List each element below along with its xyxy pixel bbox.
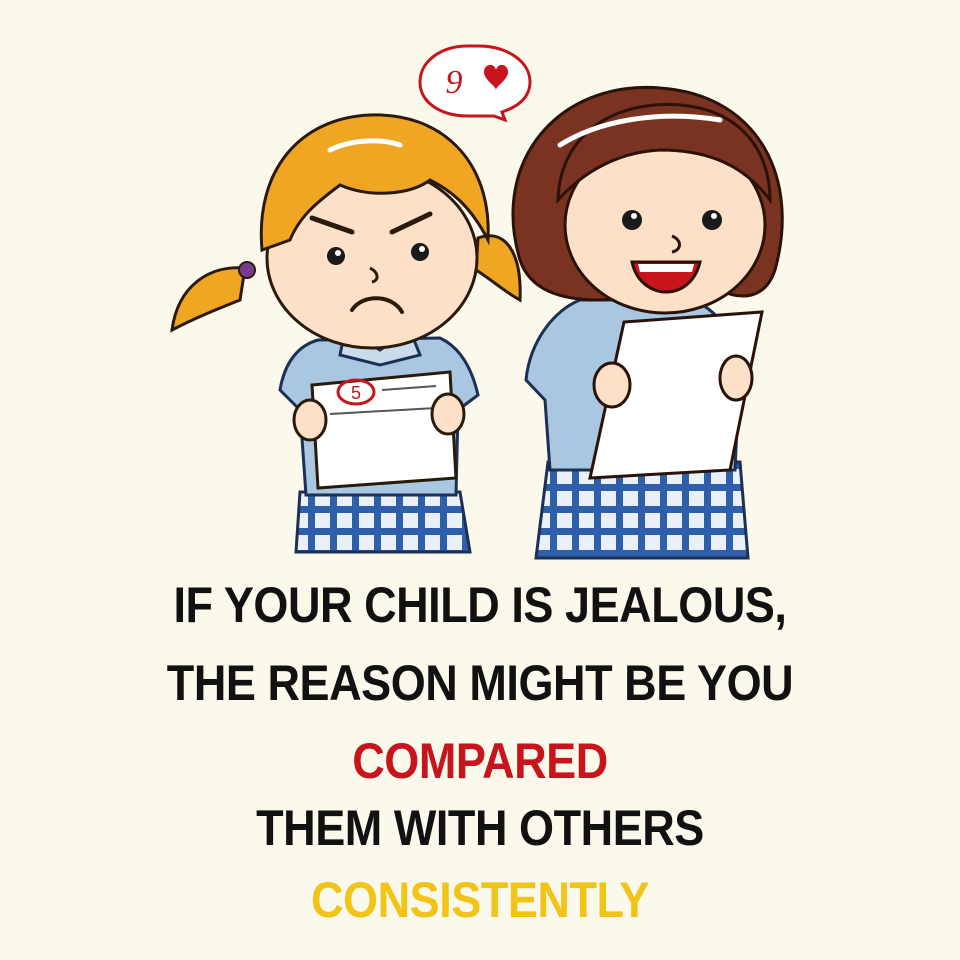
caption-highlight-compared: COMPARED bbox=[352, 733, 608, 789]
left-skirt bbox=[296, 492, 470, 552]
speech-bubble bbox=[420, 46, 530, 120]
happy-girl bbox=[513, 87, 782, 558]
right-pigtail bbox=[476, 236, 520, 300]
caption-line-1: IF YOUR CHILD IS JEALOUS, bbox=[173, 577, 787, 633]
bubble-grade: 9 bbox=[445, 64, 463, 101]
sad-paper bbox=[312, 372, 456, 488]
jealous-girl bbox=[172, 115, 520, 552]
caption-highlight-consistently: CONSISTENTLY bbox=[310, 872, 649, 928]
caption-line-2: THE REASON MIGHT BE YOU bbox=[166, 655, 794, 711]
sad-paper-grade: 5 bbox=[350, 383, 362, 403]
left-pigtail bbox=[172, 268, 245, 330]
caption-line-4: THEM WITH OTHERS bbox=[256, 800, 704, 856]
